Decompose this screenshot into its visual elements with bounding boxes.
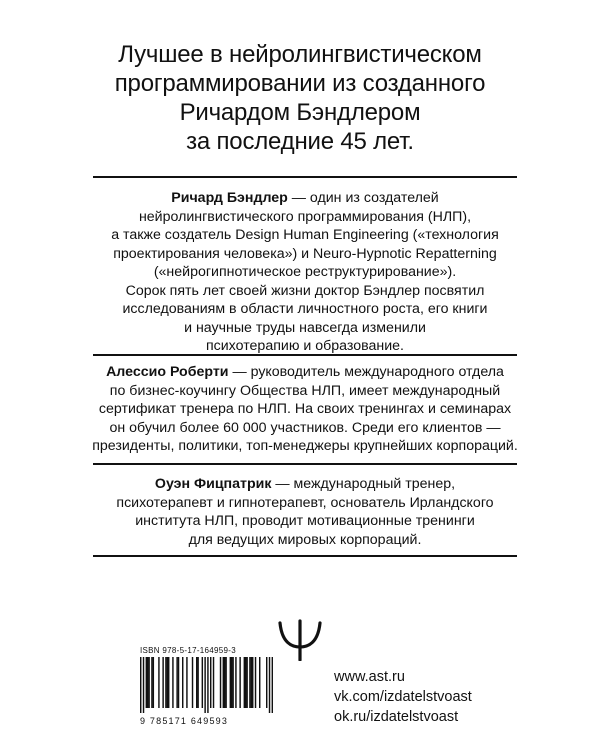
headline-line: Ричардом Бэндлером xyxy=(179,99,421,126)
barcode-bar xyxy=(213,657,214,708)
barcode-bar xyxy=(244,657,245,708)
barcode-bar xyxy=(162,657,163,708)
barcode-bar xyxy=(232,657,233,708)
barcode-bar xyxy=(239,657,240,708)
barcode-bar xyxy=(204,657,205,713)
barcode-bar xyxy=(235,657,236,708)
barcode-bar xyxy=(251,657,252,708)
barcode-bar xyxy=(197,657,198,708)
bio-line: исследованиям в области личностного роста, его книги xyxy=(122,301,488,317)
headline-line: за последние 45 лет. xyxy=(186,128,414,155)
author-name: Ричард Бэндлер xyxy=(171,190,288,206)
barcode-bar xyxy=(266,657,267,708)
barcode-bar xyxy=(182,657,183,708)
barcode-bar xyxy=(153,657,154,708)
barcode-bar xyxy=(210,657,211,708)
barcode-bar xyxy=(245,657,246,708)
bio-line: института НЛП, проводит мотивационные тренинги xyxy=(135,513,475,529)
barcode-bar xyxy=(249,657,250,708)
bio-line: психотерапевт и гипнотерапевт, основатель Ирландского xyxy=(116,494,494,511)
author-name: Алессио Роберти xyxy=(106,364,229,380)
headline-line: программировании из созданного xyxy=(114,70,486,97)
bio-line: по бизнес-коучингу Общества НЛП, имеет международный xyxy=(109,382,501,399)
barcode-bar xyxy=(220,657,221,708)
bio-line: нейролингвистического программирования (НЛП), xyxy=(138,208,472,225)
barcode-bar xyxy=(272,657,273,713)
bio-line: и научные труды навсегда изменили xyxy=(184,319,426,336)
barcode-number: 9 785171 649593 xyxy=(140,716,229,726)
barcode-bar xyxy=(165,657,166,708)
barcode-bar xyxy=(192,657,193,708)
isbn-label: ISBN 978-5-17-164959-3 xyxy=(140,646,236,655)
barcode-bar xyxy=(230,657,231,708)
bio-line: («нейрогипнотическое реструктурирование»). xyxy=(153,264,457,280)
barcode xyxy=(140,657,273,713)
publisher-links xyxy=(334,667,472,727)
barcode-bar xyxy=(259,657,260,708)
barcode-bar xyxy=(151,657,152,708)
ok-link[interactable]: ok.ru/izdatelstvoast xyxy=(334,709,459,725)
psi-logo-icon xyxy=(276,619,324,661)
headline xyxy=(0,40,600,156)
barcode-bar xyxy=(168,657,169,708)
bio-line: Алессио Роберти — руководитель международного отдела xyxy=(106,364,504,380)
bio-line: президенты, политики, топ-менеджеры крупнейших корпораций. xyxy=(92,438,518,454)
bio-line: а также создатель Design Human Engineering («технология xyxy=(111,227,499,243)
divider xyxy=(93,176,517,178)
barcode-bar xyxy=(178,657,179,708)
barcode-bar xyxy=(186,657,187,708)
barcode-bar xyxy=(140,657,141,713)
barcode-bar xyxy=(207,657,208,713)
barcode-bar xyxy=(231,657,232,708)
barcode-bar xyxy=(147,657,148,708)
barcode-bar xyxy=(225,657,226,708)
barcode-bar xyxy=(224,657,225,708)
vk-link[interactable]: vk.com/izdatelstvoast xyxy=(334,689,472,705)
headline-line: Лучшее в нейролингвистическом xyxy=(118,41,482,68)
barcode-bar xyxy=(255,657,256,708)
barcode-bar xyxy=(167,657,168,708)
author-name: Оуэн Фицпатрик xyxy=(154,476,272,492)
bio-line: для ведущих мировых корпораций. xyxy=(188,531,422,548)
bio-line: он обучил более 60 000 участников. Среди его клиентов — xyxy=(109,419,501,436)
bio-alessio-roberti xyxy=(80,363,530,456)
barcode-bar xyxy=(143,657,144,713)
bio-line: Оуэн Фицпатрик — международный тренер, xyxy=(154,476,456,492)
bio-line: проектирования человека») и Neuro-Hypnotic Repatterning xyxy=(113,245,497,262)
bio-line: Сорок пять лет своей жизни доктор Бэндлер посвятил xyxy=(125,282,485,299)
barcode-bar xyxy=(202,657,203,708)
barcode-bar xyxy=(252,657,253,708)
divider xyxy=(93,555,517,557)
bio-owen-fitzpatrick xyxy=(80,475,530,549)
bio-line: сертификат тренера по НЛП. На своих тренингах и семинарах xyxy=(98,401,512,417)
divider xyxy=(93,463,517,465)
barcode-bar xyxy=(223,657,224,708)
barcode-bar xyxy=(148,657,149,708)
barcode-bar xyxy=(269,657,270,713)
bio-line: психотерапию и образование. xyxy=(205,338,404,354)
barcode-bar xyxy=(172,657,173,708)
barcode-bar xyxy=(196,657,197,708)
barcode-bar xyxy=(246,657,247,708)
divider xyxy=(93,354,517,356)
barcode-bar xyxy=(176,657,177,708)
website-link[interactable]: www.ast.ru xyxy=(334,669,405,685)
bio-line: Ричард Бэндлер — один из создателей xyxy=(171,190,439,206)
barcode-bar xyxy=(146,657,147,708)
barcode-bar xyxy=(158,657,159,708)
bio-richard-bandler xyxy=(80,189,530,356)
